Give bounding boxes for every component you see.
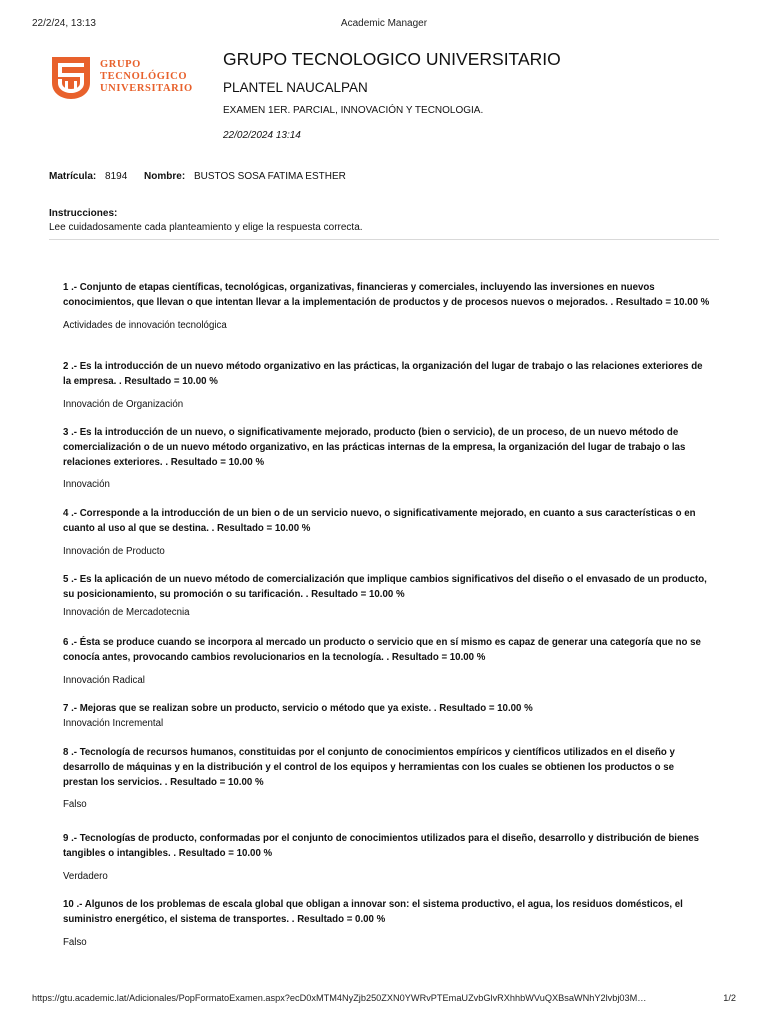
question-item xyxy=(63,507,711,573)
org-title: GRUPO TECNOLOGICO UNIVERSITARIO xyxy=(223,49,561,69)
question-item xyxy=(63,573,711,636)
logo xyxy=(50,55,200,105)
question-item xyxy=(63,898,711,958)
question-text: 10 .- Algunos de los problemas de escala global que obligan a innovar son: el sistema productivo, el agua, los residuos domésticos, el suministro energético, el sistema de transportes. . Resultado = 0.00 % xyxy=(63,899,683,925)
name-label: Nombre: xyxy=(144,171,186,182)
question-item xyxy=(63,746,711,832)
matricula-value: 8194 xyxy=(105,171,128,182)
campus-name: PLANTEL NAUCALPAN xyxy=(223,80,368,95)
logo-mark-icon xyxy=(50,55,92,101)
instructions-text: Lee cuidadosamente cada planteamiento y elige la respuesta correcta. xyxy=(49,222,363,233)
question-answer: Actividades de innovación tecnológica xyxy=(63,319,227,331)
question-answer: Innovación Incremental xyxy=(63,717,164,729)
question-answer: Innovación xyxy=(63,479,110,491)
print-header xyxy=(0,18,768,32)
instructions xyxy=(49,208,719,233)
instructions-heading: Instrucciones: xyxy=(49,208,118,219)
question-answer: Innovación de Producto xyxy=(63,545,165,557)
question-item xyxy=(63,281,711,355)
question-text: 4 .- Corresponde a la introducción de un bien o de un servicio nuevo, o significativamente mejorado, en cuanto a sus características o en cuanto al uso al que se destina. . Resultado = 10.00 % xyxy=(63,508,696,534)
question-text: 7 .- Mejoras que se realizan sobre un producto, servicio o método que ya existe. . Resultado = 10.00 % xyxy=(63,703,533,714)
logo-line-1: GRUPO xyxy=(100,59,141,70)
question-text: 8 .- Tecnología de recursos humanos, constituidas por el conjunto de conocimientos empíricos y científicos utilizados en el diseño y desarrollo de máquinas y en la distribución y el control de los equipos y herramientas con los cuales se obtienen los productos o se prestan los servicios. . Resultado = 10.00 % xyxy=(63,747,675,788)
question-answer: Innovación Radical xyxy=(63,674,145,686)
name-value: BUSTOS SOSA FATIMA ESTHER xyxy=(193,171,346,182)
question-text: 6 .- Ésta se produce cuando se incorpora al mercado un producto o servicio que en sí mismo es capaz de generar una categoría que no se conocía antes, provocando cambios revolucionarios en la tecnología. . Resultado = 10.00 % xyxy=(63,637,701,663)
page-url-link[interactable]: https://gtu.academic.lat/Adicionales/PopFormatoExamen.aspx?ecD0xMTM4NyZjb250ZXN0YWRvPTEmaUZvbGlvRXhhbWVuQXBsaWNhY2lvbj03M… xyxy=(32,993,647,1003)
logo-text xyxy=(100,59,193,95)
exam-date: 22/02/2024 13:14 xyxy=(223,130,301,141)
question-text: 3 .- Es la introducción de un nuevo, o significativamente mejorado, producto (bien o servicio), de un proceso, de un nuevo método de comercialización o de un nuevo método organizativo, en las prácticas internas de la empresa, la organización del lugar de trabajo o las relaciones exteriores. . Resultado = 10.00 % xyxy=(63,427,686,468)
question-text: 5 .- Es la aplicación de un nuevo método de comercialización que implique cambios significativos del diseño o el envasado de un producto, su posicionamiento, su promoción o su tarificación. . Resultado = 10.00 % xyxy=(63,574,707,600)
print-footer xyxy=(0,993,768,1007)
question-list xyxy=(63,281,711,958)
logo-line-2: TECNOLÓGICO xyxy=(100,71,188,82)
student-info xyxy=(49,171,352,182)
question-text: 2 .- Es la introducción de un nuevo método organizativo en las prácticas, la organización del lugar de trabajo o las relaciones exteriores de la empresa. . Resultado = 10.00 % xyxy=(63,361,703,387)
question-answer: Falso xyxy=(63,799,87,811)
matricula-label: Matrícula: xyxy=(49,171,97,182)
logo-line-3: UNIVERSITARIO xyxy=(100,83,193,94)
question-item xyxy=(63,832,711,898)
question-item xyxy=(63,426,711,507)
page-number: 1/2 xyxy=(723,993,736,1003)
question-answer: Innovación de Mercadotecnia xyxy=(63,606,190,618)
question-answer: Falso xyxy=(63,936,87,948)
question-answer: Verdadero xyxy=(63,870,108,882)
question-item xyxy=(63,636,711,702)
question-answer: Innovación de Organización xyxy=(63,398,184,410)
question-text: 1 .- Conjunto de etapas científicas, tecnológicas, organizativas, financieras y comerciales, incluyendo las inversiones en nuevos conocimientos, que llevan o que intentan llevar a la implementación de productos y de procesos nuevos o mejorados. . Resultado = 10.00 % xyxy=(63,282,710,308)
print-title: Academic Manager xyxy=(340,18,428,29)
question-item xyxy=(63,360,711,426)
question-text: 9 .- Tecnologías de producto, conformadas por el conjunto de conocimientos utilizados para el diseño, desarrollo y distribución de bienes tangibles o intangibles. . Resultado = 10.00 % xyxy=(63,833,700,859)
exam-title: EXAMEN 1ER. PARCIAL, INNOVACIÓN Y TECNOLOGIA. xyxy=(223,105,484,116)
question-item xyxy=(63,702,711,746)
divider xyxy=(49,239,719,240)
print-datetime: 22/2/24, 13:13 xyxy=(32,18,96,29)
